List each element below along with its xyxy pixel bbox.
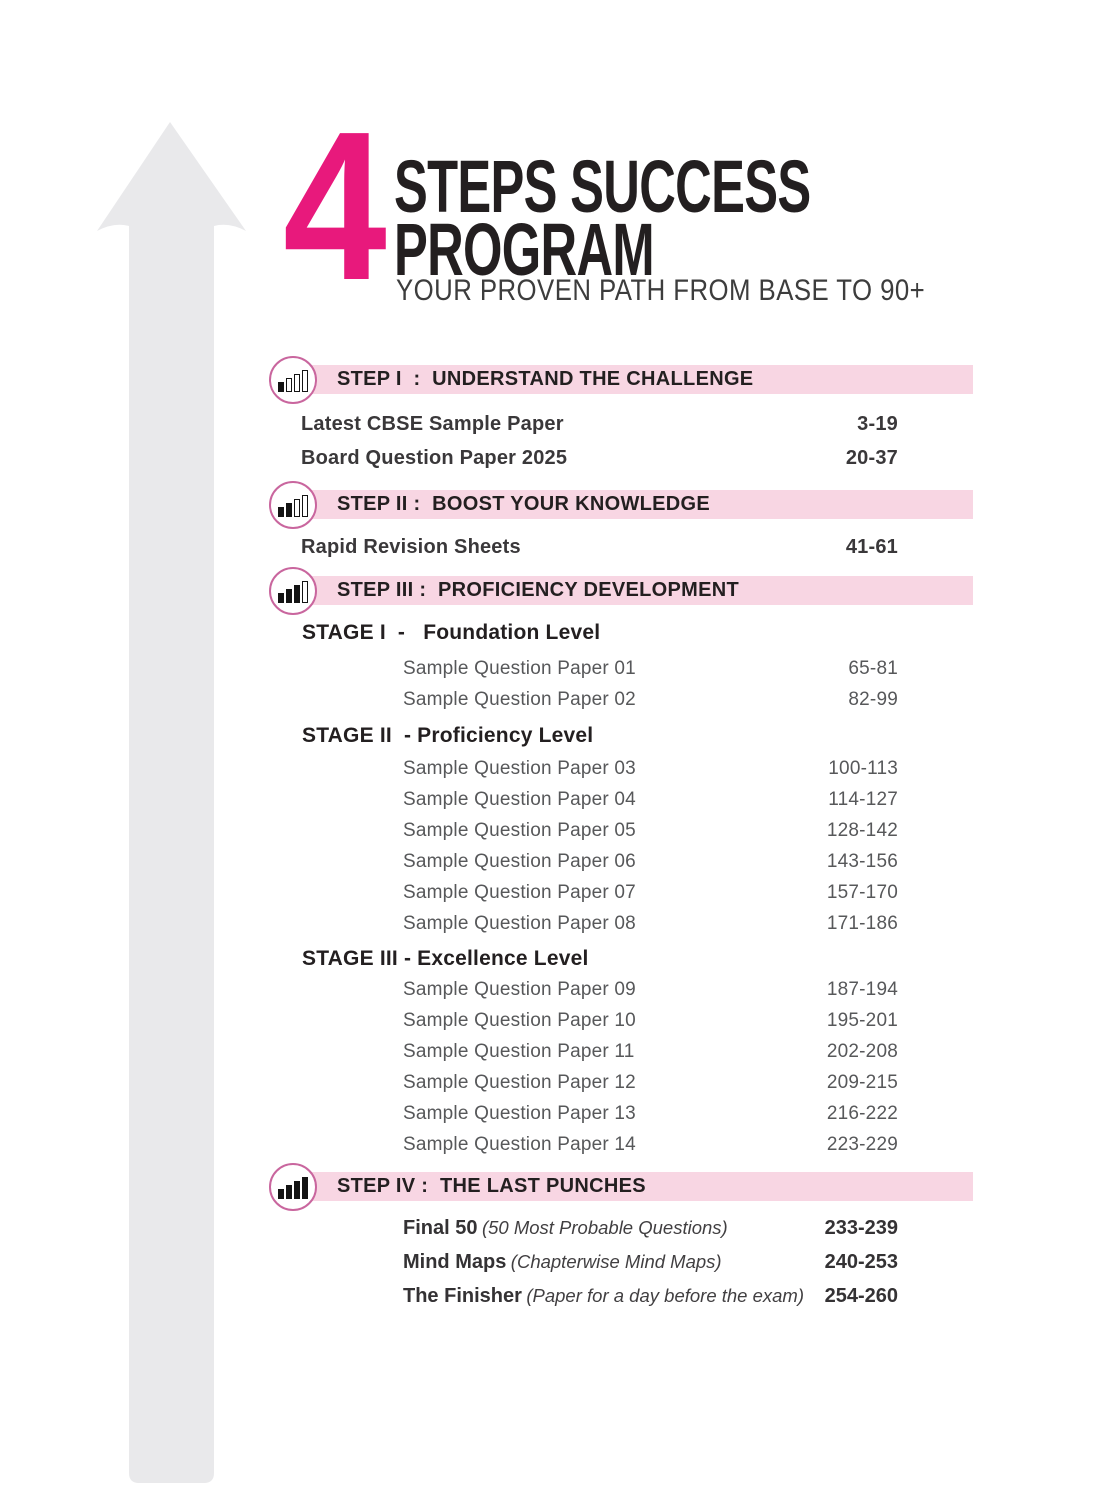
row-label: Sample Question Paper 10 <box>403 1010 636 1031</box>
page-title-line1: STEPS SUCCESS <box>394 145 811 228</box>
row-pages: 171-186 <box>826 913 898 934</box>
row-label: The Finisher (Paper for a day before the exam) <box>403 1284 805 1307</box>
toc-row <box>301 443 898 473</box>
row-pages: 202-208 <box>826 1041 898 1062</box>
row-label: Sample Question Paper 01 <box>403 658 636 679</box>
toc-row <box>403 1247 898 1277</box>
row-label: Sample Question Paper 05 <box>403 820 636 841</box>
toc-row <box>403 1037 898 1067</box>
row-pages: 240-253 <box>824 1250 898 1273</box>
row-pages: 187-194 <box>826 979 898 1000</box>
row-label: Sample Question Paper 07 <box>403 882 636 903</box>
step-3-label: STEP III : PROFICIENCY DEVELOPMENT <box>337 579 740 601</box>
row-pages: 233-239 <box>824 1216 898 1239</box>
row-pages: 128-142 <box>826 820 898 841</box>
page-subtitle: YOUR PROVEN PATH FROM BASE TO 90+ <box>396 274 926 307</box>
row-pages: 41-61 <box>845 535 898 558</box>
row-label: Final 50 (50 Most Probable Questions) <box>403 1216 728 1239</box>
toc-row <box>403 816 898 846</box>
bar-chart-level-1-icon <box>269 356 317 404</box>
row-label: Rapid Revision Sheets <box>301 535 521 558</box>
row-pages: 3-19 <box>857 412 898 435</box>
row-label: Mind Maps (Chapterwise Mind Maps) <box>403 1250 722 1273</box>
row-note: (Chapterwise Mind Maps) <box>510 1250 722 1272</box>
toc-row <box>403 1213 898 1243</box>
toc-row <box>403 685 898 715</box>
toc-row <box>301 409 898 439</box>
step-2-label: STEP II : BOOST YOUR KNOWLEDGE <box>337 493 711 515</box>
bar-chart-level-2-icon <box>269 481 317 529</box>
toc-row <box>301 532 898 562</box>
stage-1-heading: STAGE I - Foundation Level <box>302 621 601 644</box>
row-pages: 65-81 <box>848 658 898 679</box>
row-pages: 82-99 <box>848 689 898 710</box>
row-note: (Paper for a day before the exam) <box>526 1284 805 1306</box>
toc-row <box>403 1099 898 1129</box>
big-number-4: 4 <box>283 87 387 324</box>
row-label: Latest CBSE Sample Paper <box>301 412 564 435</box>
row-pages: 209-215 <box>826 1072 898 1093</box>
row-label: Sample Question Paper 03 <box>403 758 636 779</box>
stage-2-heading: STAGE II - Proficiency Level <box>302 724 594 747</box>
row-pages: 157-170 <box>826 882 898 903</box>
toc-row <box>403 847 898 877</box>
row-label: Sample Question Paper 06 <box>403 851 636 872</box>
row-pages: 143-156 <box>826 851 898 872</box>
toc-row <box>403 1006 898 1036</box>
step-1-band <box>290 365 973 394</box>
row-label: Sample Question Paper 09 <box>403 979 636 1000</box>
row-pages: 216-222 <box>826 1103 898 1124</box>
bar-chart-level-3-icon <box>269 567 317 615</box>
toc-row <box>403 878 898 908</box>
row-label: Board Question Paper 2025 <box>301 446 568 469</box>
step-2-band <box>290 490 973 519</box>
row-pages: 114-127 <box>828 789 898 810</box>
page-title-line2: PROGRAM <box>394 208 654 291</box>
toc-row <box>403 654 898 684</box>
step-4-label: STEP IV : THE LAST PUNCHES <box>337 1175 646 1197</box>
row-label: Sample Question Paper 08 <box>403 913 636 934</box>
row-label: Sample Question Paper 13 <box>403 1103 636 1124</box>
toc-row <box>403 754 898 784</box>
row-label: Sample Question Paper 04 <box>403 789 636 810</box>
row-pages: 100-113 <box>828 758 898 779</box>
toc-row <box>403 785 898 815</box>
row-pages: 20-37 <box>845 446 898 469</box>
toc-row <box>403 1068 898 1098</box>
row-note: (50 Most Probable Questions) <box>481 1216 728 1238</box>
toc-row <box>403 1130 898 1160</box>
step-4-band <box>290 1172 973 1201</box>
step-3-band <box>290 576 973 605</box>
toc-row <box>403 909 898 939</box>
row-label: Sample Question Paper 02 <box>403 689 636 710</box>
row-pages: 195-201 <box>826 1010 898 1031</box>
stage-3-heading: STAGE III - Excellence Level <box>302 947 589 970</box>
bar-chart-level-4-icon <box>269 1163 317 1211</box>
step-1-label: STEP I : UNDERSTAND THE CHALLENGE <box>337 368 754 390</box>
row-label: Sample Question Paper 11 <box>403 1041 635 1062</box>
toc-row <box>403 975 898 1005</box>
row-label: Sample Question Paper 14 <box>403 1134 636 1155</box>
toc-row <box>403 1281 898 1311</box>
row-pages: 223-229 <box>826 1134 898 1155</box>
row-pages: 254-260 <box>824 1284 898 1307</box>
row-label: Sample Question Paper 12 <box>403 1072 636 1093</box>
